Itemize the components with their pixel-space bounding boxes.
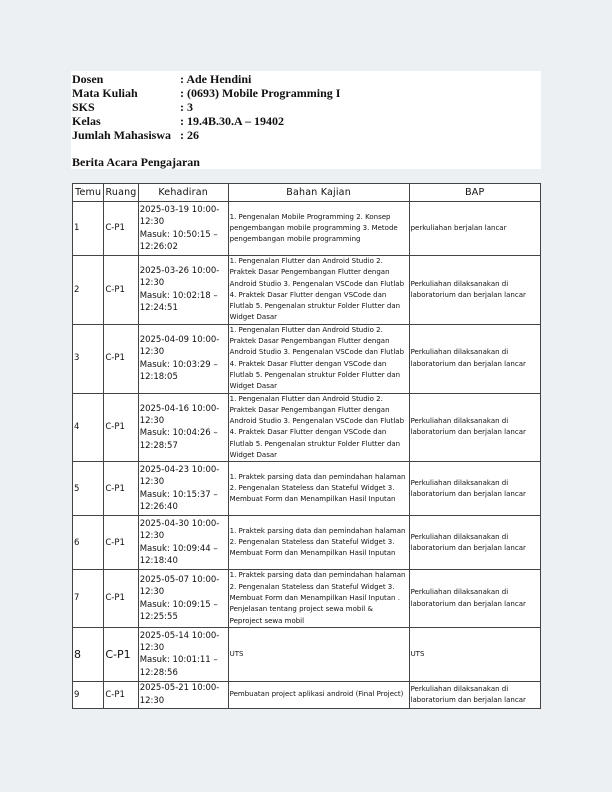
cell-kehadiran: [138, 570, 228, 627]
section-title: Berita Acara Pengajaran: [72, 155, 200, 169]
cell-ruang: C-P1: [104, 202, 138, 256]
cell-bap: Perkuliahan dilaksanakan di laboratorium dan berjalan lancar: [409, 324, 540, 393]
dosen-row: [72, 72, 251, 86]
cell-bap: Perkuliahan dilaksanakan di laboratorium dan berjalan lancar: [409, 681, 540, 708]
cell-kehadiran: [138, 681, 228, 708]
table-row: [73, 393, 541, 462]
cell-bahan: 1. Pengenalan Flutter dan Android Studio 2. Praktek Dasar Pengembangan Flutter dengan Android Studio 3. Pengenalan VSCode dan Flutlab 4. Praktek Dasar Flutter dengan VSCode dan Flutlab 5. Pengenalan struktur Folder Flutter dan Widget Dasar: [228, 256, 409, 325]
jumlah-label: Jumlah Mahasiswa: [72, 128, 172, 142]
kehadiran-jadwal: 2025-05-07 10:00-12:30: [139, 574, 220, 598]
cell-bap: Perkuliahan dilaksanakan di laboratorium dan berjalan lancar: [409, 462, 540, 516]
course-info-block: [71, 71, 541, 169]
cell-bahan: 1. Pengenalan Flutter dan Android Studio 2. Praktek Dasar Pengembangan Flutter dengan Android Studio 3. Pengenalan VSCode dan Flutlab 4. Praktek Dasar Flutter dengan VSCode dan Flutlab 5. Pengenalan struktur Folder Flutter dan Widget Dasar: [228, 324, 409, 393]
table-row: [73, 462, 541, 516]
cell-temu: 4: [73, 393, 104, 462]
header-kehadiran: Kehadiran: [138, 184, 228, 202]
cell-bahan: 1. Praktek parsing data dan pemindahan halaman 2. Pengenalan Stateless dan Stateful Widget 3. Membuat Form dan Menampilkan Hasil Inputan . Penjelasan tentang project sewa mobil & Peproject sewa mobil: [228, 570, 409, 627]
kehadiran-jadwal: 2025-04-16 10:00-12:30: [139, 403, 220, 427]
cell-bap: Perkuliahan dilaksanakan di laboratorium dan berjalan lancar: [409, 393, 540, 462]
kehadiran-masuk: Masuk: 10:04:26 – 12:28:57: [139, 428, 218, 451]
cell-temu: 8: [73, 627, 104, 681]
cell-bahan: Pembuatan project aplikasi android (Final Project): [228, 681, 409, 708]
cell-kehadiran: [138, 202, 228, 256]
cell-temu: 9: [73, 681, 104, 708]
kelas-label: Kelas: [72, 114, 101, 128]
cell-ruang: C-P1: [104, 256, 138, 325]
matkul-value: : (0693) Mobile Programming I: [180, 86, 341, 100]
header-temu: Temu: [73, 184, 104, 202]
cell-ruang: C-P1: [104, 516, 138, 570]
dosen-label: Dosen: [72, 72, 104, 86]
cell-ruang: C-P1: [104, 570, 138, 627]
cell-temu: 7: [73, 570, 104, 627]
kelas-row: [72, 114, 284, 128]
matkul-row: [72, 86, 340, 100]
kehadiran-jadwal: 2025-04-23 10:00-12:30: [139, 465, 220, 488]
cell-bahan: 1. Pengenalan Mobile Programming 2. Konsep pengembangan mobile programming 3. Metode pengembangan mobile programming: [228, 202, 409, 256]
matkul-label: Mata Kuliah: [72, 86, 138, 100]
cell-ruang: C-P1: [104, 324, 138, 393]
cell-temu: 3: [73, 324, 104, 393]
cell-kehadiran: [138, 256, 228, 325]
cell-ruang: C-P1: [104, 627, 138, 681]
kehadiran-jadwal: 2025-03-19 10:00-12:30: [139, 204, 220, 228]
table-row: [73, 516, 541, 570]
cell-bap: perkuliahan berjalan lancar: [409, 202, 540, 256]
sks-label: SKS: [72, 100, 95, 114]
cell-temu: 6: [73, 516, 104, 570]
cell-kehadiran: [138, 516, 228, 570]
table-row: [73, 202, 541, 256]
table-header-row: [73, 184, 541, 202]
table-row: [73, 324, 541, 393]
header-bahan-kajian: Bahan Kajian: [228, 184, 409, 202]
kehadiran-jadwal: 2025-04-30 10:00-12:30: [139, 519, 220, 542]
cell-bap: Perkuliahan dilaksanakan di laboratorium dan berjalan lancar: [409, 570, 540, 627]
cell-bap: Perkuliahan dilaksanakan di laboratorium dan berjalan lancar: [409, 256, 540, 325]
kehadiran-masuk: Masuk: 10:15:37 – 12:26:40: [139, 489, 218, 513]
table-row: [73, 256, 541, 325]
cell-ruang: C-P1: [104, 462, 138, 516]
cell-temu: 2: [73, 256, 104, 325]
jumlah-row: [72, 128, 199, 142]
cell-kehadiran: [138, 324, 228, 393]
cell-temu: 1: [73, 202, 104, 256]
table-row: [73, 570, 541, 627]
cell-bap: Perkuliahan dilaksanakan di laboratorium dan berjalan lancar: [409, 516, 540, 570]
cell-bap: UTS: [409, 627, 540, 681]
kehadiran-jadwal: 2025-03-26 10:00-12:30: [139, 266, 220, 289]
kehadiran-masuk: Masuk: 10:03:29 – 12:18:05: [139, 359, 218, 383]
cell-kehadiran: [138, 393, 228, 462]
table-row: [73, 681, 541, 708]
cell-kehadiran: [138, 462, 228, 516]
header-ruang: Ruang: [104, 184, 138, 202]
cell-ruang: C-P1: [104, 393, 138, 462]
cell-kehadiran: [138, 627, 228, 681]
kehadiran-masuk: Masuk: 10:09:44 – 12:18:40: [139, 543, 218, 567]
kehadiran-jadwal: 2025-05-21 10:00-12:30: [139, 683, 220, 706]
jumlah-value: : 26: [180, 128, 199, 142]
sks-row: [72, 100, 193, 114]
header-bap: BAP: [409, 184, 540, 202]
kehadiran-masuk: Masuk: 10:01:11 – 12:28:56: [139, 655, 218, 678]
cell-bahan: 1. Pengenalan Flutter dan Android Studio 2. Praktek Dasar Pengembangan Flutter dengan Android Studio 3. Pengenalan VSCode dan Flutlab 4. Praktek Dasar Flutter dengan VSCode dan Flutlab 5. Pengenalan struktur Folder Flutter dan Widget Dasar: [228, 393, 409, 462]
cell-bahan: UTS: [228, 627, 409, 681]
cell-temu: 5: [73, 462, 104, 516]
kehadiran-jadwal: 2025-05-14 10:00-12:30: [139, 630, 220, 653]
cell-bahan: 1. Praktek parsing data dan pemindahan halaman 2. Pengenalan Stateless dan Stateful Widget 3. Membuat Form dan Menampilkan Hasil Inputan: [228, 516, 409, 570]
kehadiran-masuk: Masuk: 10:50:15 – 12:26:02: [139, 229, 218, 252]
sks-value: : 3: [180, 100, 193, 114]
kehadiran-masuk: Masuk: 10:02:18 – 12:24:51: [139, 290, 218, 314]
kehadiran-jadwal: 2025-04-09 10:00-12:30: [139, 334, 220, 358]
dosen-value: : Ade Hendini: [180, 72, 252, 86]
table-row: [73, 627, 541, 681]
kehadiran-masuk: Masuk: 10:09:15 – 12:25:55: [139, 599, 218, 622]
cell-bahan: 1. Praktek parsing data dan pemindahan halaman 2. Pengenalan Stateless dan Stateful Widget 3. Membuat Form dan Menampilkan Hasil Inputan: [228, 462, 409, 516]
bap-table: [72, 183, 541, 709]
kelas-value: : 19.4B.30.A – 19402: [180, 114, 285, 128]
cell-ruang: C-P1: [104, 681, 138, 708]
